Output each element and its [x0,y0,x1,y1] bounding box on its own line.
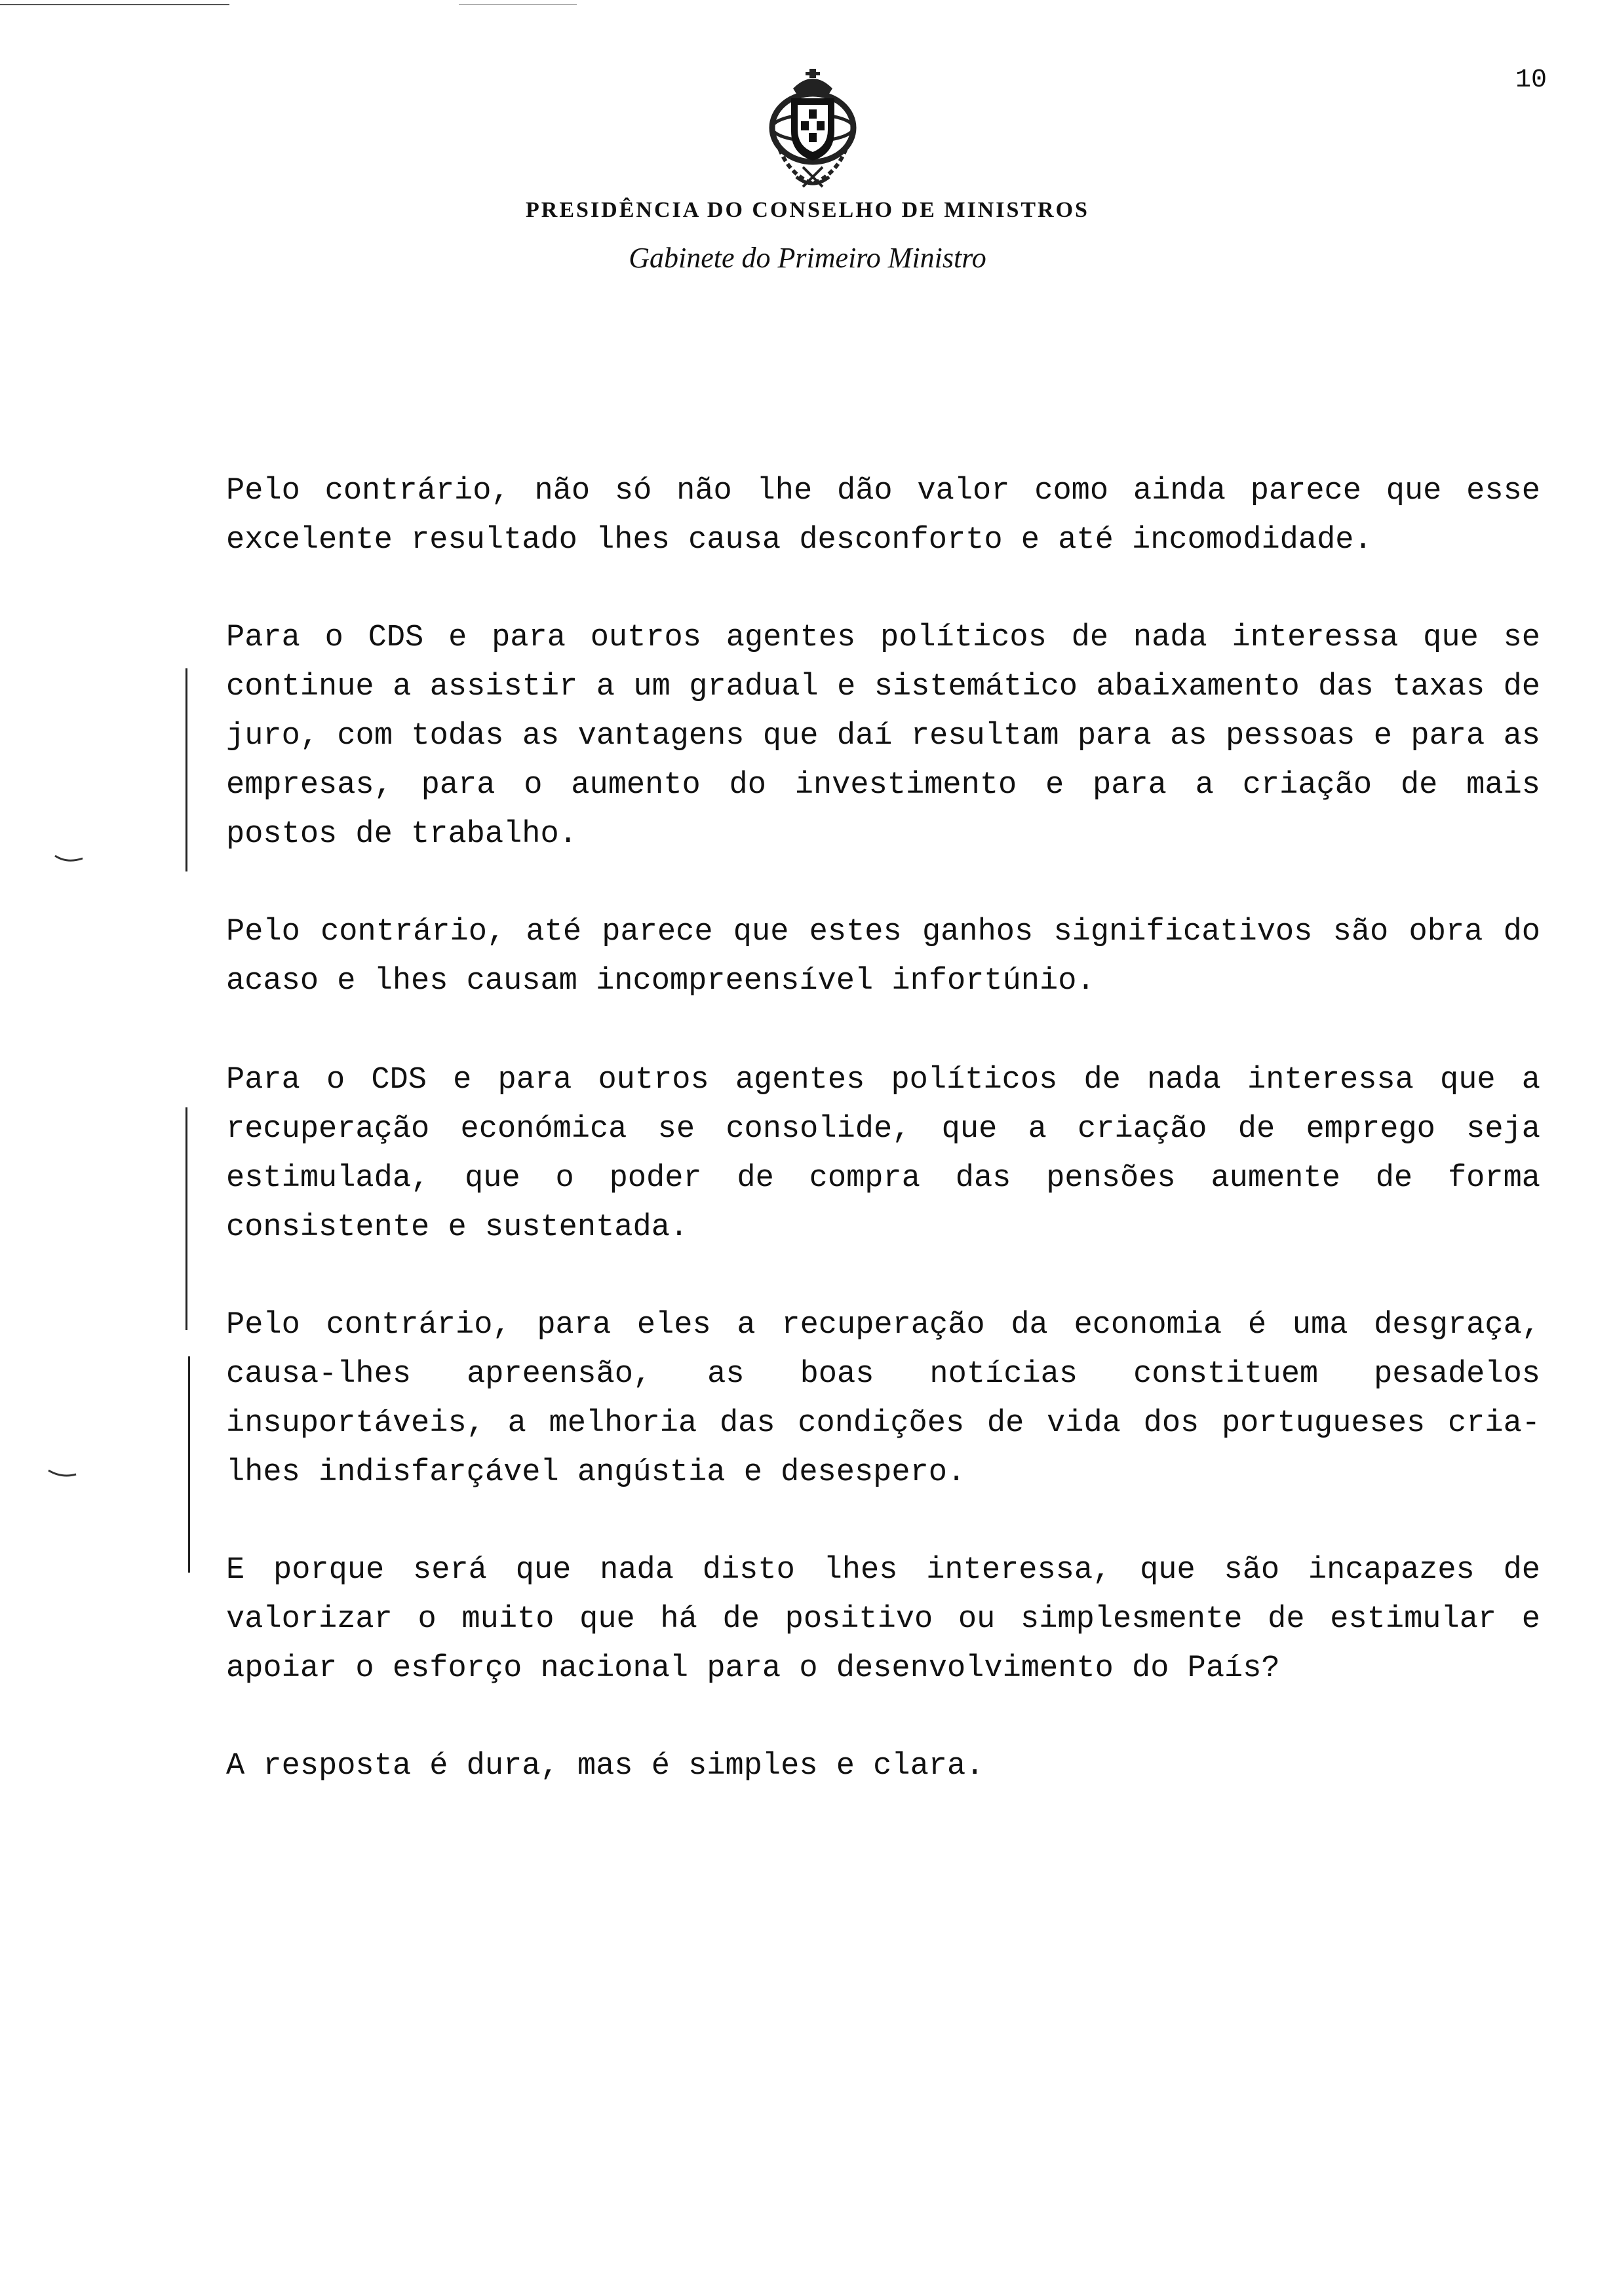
page-number: 10 [1515,66,1547,95]
paragraph: Pelo contrário, não só não lhe dão valor como ainda parece que esse excelente resultado lhes causa desconforto e até incomodidade. [226,474,1540,558]
document-body [226,467,1540,1839]
paragraph: A resposta é dura, mas é simples e clara. [226,1749,984,1784]
paragraph: E porque será que nada disto lhes interessa, que são incapazes de valorizar o muito que há de positivo ou simplesmente de estimular e apoiar o esforço nacional para o desenvolvimento do País? [226,1553,1540,1686]
paragraph: Pelo contrário, para eles a recuperação da economia é uma desgraça, causa-lhes apreensão, as boas notícias constituem pesadelos insuportáveis, a melhoria das condições de vida dos portugueses cria-lhes indisfarçável angústia e desespero. [226,1308,1540,1490]
margin-bracket-line [185,668,187,871]
scan-edge-line [459,4,577,5]
paragraph: Para o CDS e para outros agentes políticos de nada interessa que a recuperação económica se consolide, que a criação de emprego seja estimulada, que o poder de compra das pensões aumente de forma consistente e sustentada. [226,1063,1540,1245]
portuguese-coat-of-arms-icon [757,62,868,193]
margin-bracket-line [185,1107,187,1330]
letterhead-organization: PRESIDÊNCIA DO CONSELHO DE MINISTROS [526,198,1089,222]
margin-tick-mark [47,1468,77,1481]
paragraph: Para o CDS e para outros agentes políticos de nada interessa que se continue a assistir a um gradual e sistemático abaixamento das taxas de juro, com todas as vantagens que daí resultam para as pessoas e para as empresas, para o aumento do investimento e para a criação de mais postos de trabalho. [226,621,1540,852]
scan-edge-line [0,4,229,5]
paragraph: Pelo contrário, até parece que estes ganhos significativos são obra do acaso e lhes causam incompreensível infortúnio. [226,915,1540,999]
letterhead-office: Gabinete do Primeiro Ministro [629,242,986,274]
margin-tick-mark [54,853,84,866]
margin-bracket-line [188,1356,190,1573]
